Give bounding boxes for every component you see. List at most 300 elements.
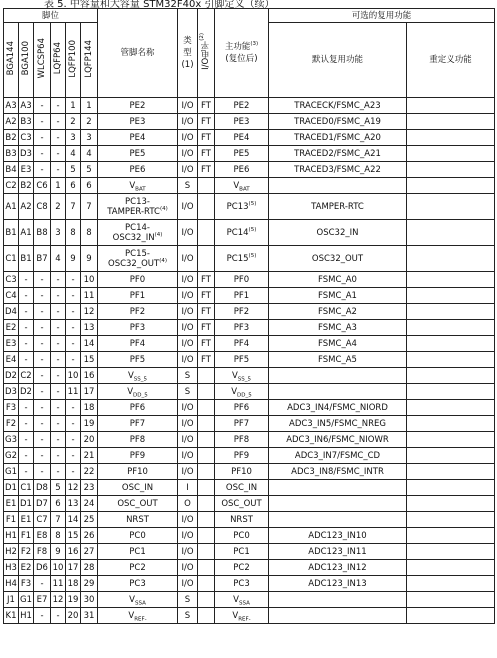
pkg-pin-cell: B8 — [34, 220, 51, 246]
remap-cell — [407, 448, 495, 464]
pin-name-header: 管脚名称 — [98, 9, 178, 98]
default-alt-cell: TRACECK/FSMC_A23 — [269, 98, 407, 114]
pkg-pin-cell: - — [51, 352, 66, 368]
main-function-cell: PF0 — [215, 272, 269, 288]
pkg-pin-cell: - — [19, 336, 34, 352]
type-cell: I/O — [178, 162, 198, 178]
pkg-pin-cell: - — [34, 448, 51, 464]
pkg-pin-cell: 16 — [66, 544, 81, 560]
io-level-cell: FT — [198, 304, 215, 320]
pkg-pin-cell: B7 — [34, 246, 51, 272]
pkg-pin-cell: B1 — [19, 246, 34, 272]
pkg-pin-cell: C2 — [4, 178, 19, 194]
pkg-pin-cell: 8 — [51, 528, 66, 544]
remap-cell — [407, 384, 495, 400]
pkg-pin-cell: 31 — [81, 608, 98, 624]
pkg-pin-cell: - — [34, 432, 51, 448]
type-cell: S — [178, 384, 198, 400]
io-level-cell: FT — [198, 98, 215, 114]
pkg-pin-cell: C4 — [4, 288, 19, 304]
pkg-pin-cell: 9 — [81, 246, 98, 272]
pkg-pin-cell: E8 — [34, 528, 51, 544]
remap-cell — [407, 560, 495, 576]
pkg-pin-cell: - — [34, 384, 51, 400]
pin-name-cell: PF9 — [98, 448, 178, 464]
table-row — [4, 246, 495, 272]
pkg-header-bga144: BGA144 — [4, 23, 19, 98]
pkg-pin-cell: 25 — [81, 512, 98, 528]
pin-name-cell: PE3 — [98, 114, 178, 130]
pkg-pin-cell: - — [51, 464, 66, 480]
pkg-pin-cell: - — [51, 130, 66, 146]
pkg-pin-cell: 15 — [66, 528, 81, 544]
remap-cell — [407, 98, 495, 114]
io-level-cell — [198, 178, 215, 194]
default-alt-cell — [269, 496, 407, 512]
default-alt-cell: ADC3_IN6/FSMC_NIOWR — [269, 432, 407, 448]
pin-name-cell: PF7 — [98, 416, 178, 432]
pin-name-cell: NRST — [98, 512, 178, 528]
type-cell: S — [178, 178, 198, 194]
main-function-cell: PF1 — [215, 288, 269, 304]
pkg-pin-cell: - — [51, 272, 66, 288]
pkg-pin-cell: - — [34, 336, 51, 352]
table-row — [4, 384, 495, 400]
pkg-pin-cell: D8 — [34, 480, 51, 496]
io-level-cell — [198, 528, 215, 544]
table-row — [4, 336, 495, 352]
remap-cell — [407, 114, 495, 130]
main-function-cell: PC0 — [215, 528, 269, 544]
type-cell: I/O — [178, 98, 198, 114]
type-cell: I — [178, 480, 198, 496]
default-alt-cell — [269, 480, 407, 496]
pkg-pin-cell: - — [66, 400, 81, 416]
pkg-pin-cell: - — [51, 304, 66, 320]
type-cell: I/O — [178, 220, 198, 246]
io-level-cell — [198, 448, 215, 464]
pkg-pin-cell: 27 — [81, 544, 98, 560]
pkg-pin-cell: - — [66, 448, 81, 464]
table-row — [4, 272, 495, 288]
pkg-pin-cell: - — [34, 98, 51, 114]
pkg-pin-cell: G1 — [19, 592, 34, 608]
remap-cell — [407, 194, 495, 220]
pkg-pin-cell: 8 — [81, 220, 98, 246]
pkg-pin-cell: 13 — [81, 320, 98, 336]
pkg-pin-cell: - — [19, 320, 34, 336]
pkg-pin-cell: 1 — [81, 98, 98, 114]
table-row — [4, 480, 495, 496]
pkg-pin-cell: F1 — [19, 528, 34, 544]
pin-name-cell: $V_{REF-}$ — [98, 608, 178, 624]
default-alt-cell: FSMC_A1 — [269, 288, 407, 304]
pkg-pin-cell: 8 — [66, 220, 81, 246]
table-row — [4, 178, 495, 194]
pin-name-cell: $V_{DD\_5}$ — [98, 384, 178, 400]
io-level-cell — [198, 576, 215, 592]
pkg-pin-cell: - — [51, 368, 66, 384]
main-function-cell: PE4 — [215, 130, 269, 146]
pkg-pin-cell: 12 — [81, 304, 98, 320]
pkg-pin-cell: - — [51, 336, 66, 352]
pkg-pin-cell: D2 — [4, 368, 19, 384]
pkg-pin-cell: C3 — [19, 130, 34, 146]
pkg-pin-cell: B3 — [19, 114, 34, 130]
pin-name-cell: PC0 — [98, 528, 178, 544]
pkg-pin-cell: B2 — [4, 130, 19, 146]
type-cell: I/O — [178, 114, 198, 130]
table-row — [4, 194, 495, 220]
pkg-pin-cell: 29 — [81, 576, 98, 592]
default-alt-cell: ADC3_IN8/FSMC_INTR — [269, 464, 407, 480]
pkg-pin-cell: - — [19, 352, 34, 368]
pin-name-cell: PE5 — [98, 146, 178, 162]
pkg-pin-cell: D3 — [4, 384, 19, 400]
default-alt-cell — [269, 592, 407, 608]
pkg-pin-cell: 26 — [81, 528, 98, 544]
pin-name-cell: PF4 — [98, 336, 178, 352]
pkg-pin-cell: - — [34, 608, 51, 624]
default-alt-cell — [269, 178, 407, 194]
pkg-pin-cell: 17 — [66, 560, 81, 576]
remap-cell — [407, 432, 495, 448]
main-function-cell: $V_{REF-}$ — [215, 608, 269, 624]
default-alt-cell: TRACED3/FSMC_A22 — [269, 162, 407, 178]
table-row — [4, 592, 495, 608]
io-level-cell: FT — [198, 114, 215, 130]
table-row — [4, 576, 495, 592]
table-row — [4, 288, 495, 304]
pkg-pin-cell: E3 — [4, 336, 19, 352]
pkg-header-lqfp144: LQFP144 — [81, 23, 98, 98]
io-level-cell — [198, 592, 215, 608]
pin-name-cell: PF10 — [98, 464, 178, 480]
pkg-pin-cell: G3 — [4, 432, 19, 448]
pin-name-cell: PC3 — [98, 576, 178, 592]
pkg-pin-cell: - — [66, 288, 81, 304]
pkg-pin-cell: 30 — [81, 592, 98, 608]
type-cell: I/O — [178, 464, 198, 480]
table-row — [4, 416, 495, 432]
main-function-cell: OSC_OUT — [215, 496, 269, 512]
remap-cell — [407, 544, 495, 560]
pkg-pin-cell: 3 — [81, 130, 98, 146]
pkg-pin-cell: 5 — [81, 162, 98, 178]
pkg-pin-cell: 10 — [81, 272, 98, 288]
pkg-pin-cell: D1 — [4, 480, 19, 496]
table-row — [4, 220, 495, 246]
io-level-cell — [198, 496, 215, 512]
remap-cell — [407, 592, 495, 608]
type-cell: I/O — [178, 272, 198, 288]
default-alt-cell — [269, 608, 407, 624]
pkg-pin-cell: - — [34, 130, 51, 146]
pkg-pin-cell: - — [19, 416, 34, 432]
pkg-pin-cell: 21 — [81, 448, 98, 464]
pkg-pin-cell: 19 — [81, 416, 98, 432]
type-cell: I/O — [178, 560, 198, 576]
main-function-cell: PF3 — [215, 320, 269, 336]
default-alt-cell: TRACED0/FSMC_A19 — [269, 114, 407, 130]
pkg-pin-cell: - — [51, 608, 66, 624]
type-cell: I/O — [178, 416, 198, 432]
table-row — [4, 352, 495, 368]
table-row — [4, 400, 495, 416]
pkg-pin-cell: - — [34, 288, 51, 304]
table-row — [4, 544, 495, 560]
pin-name-cell: PF2 — [98, 304, 178, 320]
default-alt-cell: ADC3_IN5/FSMC_NREG — [269, 416, 407, 432]
remap-cell — [407, 220, 495, 246]
default-alt-cell: TRACED2/FSMC_A21 — [269, 146, 407, 162]
pkg-pin-cell: - — [19, 272, 34, 288]
pkg-pin-cell: 6 — [51, 496, 66, 512]
type-cell: I/O — [178, 246, 198, 272]
io-level-cell: FT — [198, 336, 215, 352]
type-cell: I/O — [178, 512, 198, 528]
table-row — [4, 608, 495, 624]
remap-cell — [407, 576, 495, 592]
pin-name-cell: PF5 — [98, 352, 178, 368]
pkg-pin-cell: - — [51, 114, 66, 130]
remap-cell — [407, 352, 495, 368]
pkg-pin-cell: B4 — [4, 162, 19, 178]
io-level-cell — [198, 368, 215, 384]
pkg-pin-cell: - — [51, 448, 66, 464]
pkg-pin-cell: 5 — [51, 480, 66, 496]
pkg-pin-cell: 6 — [66, 178, 81, 194]
remap-cell — [407, 178, 495, 194]
pkg-pin-cell: - — [66, 416, 81, 432]
type-cell: O — [178, 496, 198, 512]
pkg-pin-cell: - — [19, 304, 34, 320]
remap-cell — [407, 246, 495, 272]
pin-name-cell: PC15- OSC32_OUT$^{(4)}$ — [98, 246, 178, 272]
pkg-pin-cell: 12 — [51, 592, 66, 608]
pin-name-cell: OSC_OUT — [98, 496, 178, 512]
pkg-pin-cell: - — [19, 288, 34, 304]
pkg-pin-cell: D3 — [19, 146, 34, 162]
main-function-cell: PF8 — [215, 432, 269, 448]
table-row — [4, 162, 495, 178]
pkg-pin-cell: 7 — [81, 194, 98, 220]
io-level-cell — [198, 384, 215, 400]
type-cell: I/O — [178, 304, 198, 320]
pkg-pin-cell: K1 — [4, 608, 19, 624]
pkg-pin-cell: H2 — [4, 544, 19, 560]
pkg-pin-cell: C6 — [34, 178, 51, 194]
pkg-pin-cell: H1 — [19, 608, 34, 624]
main-function-cell: NRST — [215, 512, 269, 528]
type-header: 类 型 (1) — [178, 9, 198, 98]
pkg-pin-cell: 1 — [51, 178, 66, 194]
default-alt-cell: OSC32_IN — [269, 220, 407, 246]
default-alt-cell: ADC123_IN10 — [269, 528, 407, 544]
pkg-pin-cell: F2 — [19, 544, 34, 560]
pkg-pin-cell: B3 — [4, 146, 19, 162]
pin-name-cell: PF8 — [98, 432, 178, 448]
remap-cell — [407, 336, 495, 352]
pkg-pin-cell: E4 — [4, 352, 19, 368]
io-level-cell — [198, 220, 215, 246]
pkg-pin-cell: - — [34, 368, 51, 384]
remap-cell — [407, 320, 495, 336]
pkg-pin-cell: B2 — [19, 178, 34, 194]
type-cell: S — [178, 592, 198, 608]
default-alt-cell: FSMC_A5 — [269, 352, 407, 368]
pkg-pin-cell: 13 — [66, 496, 81, 512]
pkg-pin-cell: 2 — [81, 114, 98, 130]
pkg-pin-cell: E2 — [19, 560, 34, 576]
pkg-pin-cell: 4 — [66, 146, 81, 162]
table-row — [4, 98, 495, 114]
pkg-pin-cell: - — [19, 464, 34, 480]
pin-name-cell: PF3 — [98, 320, 178, 336]
io-level-cell — [198, 400, 215, 416]
pin-name-cell: PC2 — [98, 560, 178, 576]
default-alt-cell: TRACED1/FSMC_A20 — [269, 130, 407, 146]
pkg-pin-cell: F2 — [4, 416, 19, 432]
pkg-pin-cell: E2 — [4, 320, 19, 336]
pkg-pin-cell: 3 — [66, 130, 81, 146]
pkg-pin-cell: 11 — [51, 576, 66, 592]
table-row — [4, 130, 495, 146]
remap-cell — [407, 400, 495, 416]
pkg-pin-cell: D6 — [34, 560, 51, 576]
pkg-header-lqfp100: LQFP100 — [66, 23, 81, 98]
pkg-header-wlcsp64: WLCSP64 — [34, 23, 51, 98]
type-cell: I/O — [178, 400, 198, 416]
main-function-cell: PC1 — [215, 544, 269, 560]
pkg-pin-cell: - — [34, 272, 51, 288]
main-function-cell: PF7 — [215, 416, 269, 432]
table-row — [4, 368, 495, 384]
pkg-pin-cell: A1 — [19, 220, 34, 246]
io-level-cell — [198, 608, 215, 624]
remap-cell — [407, 608, 495, 624]
io-level-cell: FT — [198, 146, 215, 162]
pkg-pin-cell: H3 — [4, 560, 19, 576]
pkg-pin-cell: 14 — [81, 336, 98, 352]
remap-cell — [407, 464, 495, 480]
main-function-cell: PC13$^{(5)}$ — [215, 194, 269, 220]
main-function-cell: PF2 — [215, 304, 269, 320]
header-row-1 — [4, 9, 495, 23]
pkg-pin-cell: A3 — [4, 98, 19, 114]
pkg-pin-cell: 11 — [66, 384, 81, 400]
pkg-pin-cell: C3 — [4, 272, 19, 288]
table-row — [4, 320, 495, 336]
table-row — [4, 432, 495, 448]
main-function-cell: OSC_IN — [215, 480, 269, 496]
pkg-pin-cell: 22 — [81, 464, 98, 480]
type-cell: S — [178, 608, 198, 624]
pin-name-cell: PC14- OSC32_IN$^{(4)}$ — [98, 220, 178, 246]
type-cell: I/O — [178, 448, 198, 464]
main-function-cell: PC15$^{(5)}$ — [215, 246, 269, 272]
table-row — [4, 528, 495, 544]
remap-cell — [407, 480, 495, 496]
remap-cell — [407, 288, 495, 304]
pkg-pin-cell: G1 — [4, 464, 19, 480]
main-function-cell: PC2 — [215, 560, 269, 576]
pin-name-cell: PE2 — [98, 98, 178, 114]
pkg-pin-cell: - — [66, 272, 81, 288]
pkg-pin-cell: J1 — [4, 592, 19, 608]
table-title: 表 5. 中容量和大容量 STM32F40x 引脚定义（续） — [44, 0, 275, 10]
pkg-pin-cell: - — [51, 400, 66, 416]
type-cell: I/O — [178, 352, 198, 368]
table-row — [4, 304, 495, 320]
remap-cell — [407, 512, 495, 528]
pkg-pin-cell: 7 — [51, 512, 66, 528]
pkg-pin-cell: - — [34, 576, 51, 592]
pkg-pin-cell: 3 — [51, 220, 66, 246]
table-row — [4, 146, 495, 162]
type-cell: S — [178, 368, 198, 384]
pkg-pin-cell: H4 — [4, 576, 19, 592]
pkg-pin-cell: - — [34, 304, 51, 320]
type-cell: I/O — [178, 194, 198, 220]
io-level-cell — [198, 464, 215, 480]
pkg-header-bga100: BGA100 — [19, 23, 34, 98]
io-level-header: I/O电平$^{(2)}$ — [198, 9, 215, 98]
pkg-pin-cell: E1 — [19, 512, 34, 528]
pkg-pin-cell: - — [34, 416, 51, 432]
type-cell: I/O — [178, 288, 198, 304]
pkg-pin-cell: 11 — [81, 288, 98, 304]
table-row — [4, 448, 495, 464]
pkg-header-lqfp64: LQFP64 — [51, 23, 66, 98]
main-function-cell: $V_{SSA}$ — [215, 592, 269, 608]
pkg-pin-cell: 7 — [66, 194, 81, 220]
pkg-pin-cell: 18 — [81, 400, 98, 416]
pkg-pin-cell: E3 — [19, 162, 34, 178]
default-alt-cell: ADC3_IN4/FSMC_NIORD — [269, 400, 407, 416]
pkg-pin-cell: C1 — [4, 246, 19, 272]
pkg-pin-cell: - — [66, 432, 81, 448]
pkg-pin-cell: 19 — [66, 592, 81, 608]
pkg-pin-cell: - — [51, 384, 66, 400]
pkg-pin-cell: D1 — [19, 496, 34, 512]
pkg-pin-cell: - — [19, 448, 34, 464]
main-function-cell: PE2 — [215, 98, 269, 114]
main-function-cell: PC14$^{(5)}$ — [215, 220, 269, 246]
pkg-pin-cell: 4 — [51, 246, 66, 272]
pkg-pin-cell: 20 — [66, 608, 81, 624]
pkg-pin-cell: - — [66, 352, 81, 368]
pkg-pin-cell: A2 — [19, 194, 34, 220]
pkg-pin-cell: B1 — [4, 220, 19, 246]
type-cell: I/O — [178, 528, 198, 544]
type-cell: I/O — [178, 130, 198, 146]
io-level-cell — [198, 544, 215, 560]
main-function-header: 主功能$^{(3)}$ (复位后) — [215, 9, 269, 98]
table-row — [4, 496, 495, 512]
remap-cell — [407, 146, 495, 162]
pkg-pin-cell: - — [51, 146, 66, 162]
pkg-pin-cell: - — [51, 288, 66, 304]
pkg-pin-cell: 16 — [81, 368, 98, 384]
type-cell: I/O — [178, 320, 198, 336]
pkg-pin-cell: F1 — [4, 512, 19, 528]
pkg-pin-cell: 5 — [66, 162, 81, 178]
pkg-pin-cell: - — [51, 432, 66, 448]
pkg-pin-cell: D7 — [34, 496, 51, 512]
pin-name-cell: $V_{BAT}$ — [98, 178, 178, 194]
remap-cell — [407, 368, 495, 384]
